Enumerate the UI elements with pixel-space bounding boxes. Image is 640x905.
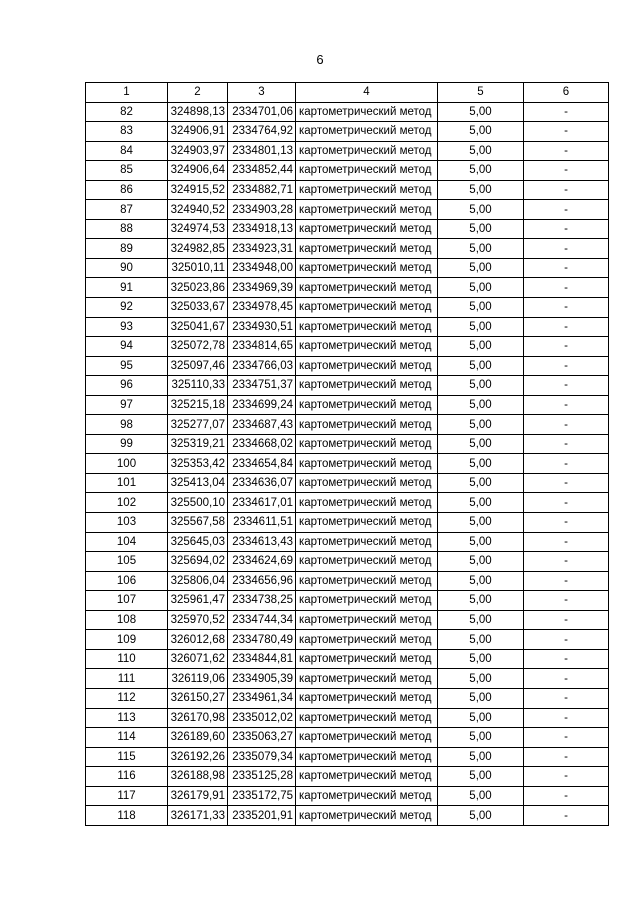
cell-point-number: 101: [86, 473, 168, 493]
cell-y-coordinate: 2334751,37: [228, 376, 296, 396]
table-row: [86, 591, 609, 611]
cell-y-coordinate: 2334780,49: [228, 630, 296, 650]
cell-accuracy: 5,00: [438, 122, 524, 142]
cell-accuracy: 5,00: [438, 747, 524, 767]
cell-note: -: [524, 395, 609, 415]
cell-x-coordinate: 325277,07: [168, 415, 228, 435]
cell-point-number: 98: [86, 415, 168, 435]
cell-note: -: [524, 454, 609, 474]
cell-note: -: [524, 688, 609, 708]
column-header: 3: [228, 83, 296, 103]
table-row: [86, 278, 609, 298]
cell-method: картометрический метод: [296, 649, 438, 669]
cell-accuracy: 5,00: [438, 180, 524, 200]
cell-method: картометрический метод: [296, 434, 438, 454]
cell-y-coordinate: 2334918,13: [228, 219, 296, 239]
cell-point-number: 86: [86, 180, 168, 200]
table-row: [86, 493, 609, 513]
column-header: 6: [524, 83, 609, 103]
cell-method: картометрический метод: [296, 141, 438, 161]
cell-note: -: [524, 649, 609, 669]
cell-note: -: [524, 376, 609, 396]
cell-x-coordinate: 324982,85: [168, 239, 228, 259]
cell-point-number: 117: [86, 786, 168, 806]
cell-y-coordinate: 2334624,69: [228, 552, 296, 572]
cell-point-number: 112: [86, 688, 168, 708]
cell-y-coordinate: 2334687,43: [228, 415, 296, 435]
table-row: [86, 473, 609, 493]
table-row: [86, 728, 609, 748]
cell-accuracy: 5,00: [438, 239, 524, 259]
cell-x-coordinate: 324974,53: [168, 219, 228, 239]
cell-accuracy: 5,00: [438, 786, 524, 806]
cell-accuracy: 5,00: [438, 317, 524, 337]
cell-point-number: 108: [86, 610, 168, 630]
cell-point-number: 103: [86, 513, 168, 533]
cell-y-coordinate: 2334613,43: [228, 532, 296, 552]
cell-x-coordinate: 325110,33: [168, 376, 228, 396]
cell-y-coordinate: 2334654,84: [228, 454, 296, 474]
cell-method: картометрический метод: [296, 571, 438, 591]
cell-method: картометрический метод: [296, 180, 438, 200]
cell-note: -: [524, 258, 609, 278]
cell-y-coordinate: 2334699,24: [228, 395, 296, 415]
cell-x-coordinate: 325023,86: [168, 278, 228, 298]
cell-accuracy: 5,00: [438, 552, 524, 572]
cell-note: -: [524, 180, 609, 200]
cell-note: -: [524, 630, 609, 650]
cell-note: -: [524, 728, 609, 748]
cell-point-number: 90: [86, 258, 168, 278]
table-row: [86, 806, 609, 826]
cell-method: картометрический метод: [296, 298, 438, 318]
cell-y-coordinate: 2335172,75: [228, 786, 296, 806]
cell-y-coordinate: 2334930,51: [228, 317, 296, 337]
cell-point-number: 89: [86, 239, 168, 259]
cell-x-coordinate: 325097,46: [168, 356, 228, 376]
cell-method: картометрический метод: [296, 786, 438, 806]
cell-y-coordinate: 2334656,96: [228, 571, 296, 591]
cell-method: картометрический метод: [296, 669, 438, 689]
cell-point-number: 104: [86, 532, 168, 552]
cell-point-number: 88: [86, 219, 168, 239]
cell-x-coordinate: 324898,13: [168, 102, 228, 122]
cell-method: картометрический метод: [296, 102, 438, 122]
cell-method: картометрический метод: [296, 278, 438, 298]
cell-method: картометрический метод: [296, 200, 438, 220]
cell-note: -: [524, 219, 609, 239]
cell-note: -: [524, 767, 609, 787]
cell-point-number: 116: [86, 767, 168, 787]
cell-accuracy: 5,00: [438, 298, 524, 318]
cell-y-coordinate: 2334961,34: [228, 688, 296, 708]
cell-method: картометрический метод: [296, 161, 438, 181]
cell-x-coordinate: 325961,47: [168, 591, 228, 611]
cell-accuracy: 5,00: [438, 649, 524, 669]
cell-y-coordinate: 2335201,91: [228, 806, 296, 826]
table-row: [86, 337, 609, 357]
cell-accuracy: 5,00: [438, 395, 524, 415]
cell-y-coordinate: 2335079,34: [228, 747, 296, 767]
table-row: [86, 688, 609, 708]
cell-method: картометрический метод: [296, 395, 438, 415]
cell-x-coordinate: 326188,98: [168, 767, 228, 787]
cell-point-number: 82: [86, 102, 168, 122]
cell-accuracy: 5,00: [438, 708, 524, 728]
cell-point-number: 99: [86, 434, 168, 454]
cell-method: картометрический метод: [296, 493, 438, 513]
cell-note: -: [524, 610, 609, 630]
cell-y-coordinate: 2334852,44: [228, 161, 296, 181]
cell-accuracy: 5,00: [438, 141, 524, 161]
cell-note: -: [524, 278, 609, 298]
cell-x-coordinate: 326012,68: [168, 630, 228, 650]
cell-point-number: 118: [86, 806, 168, 826]
cell-y-coordinate: 2334903,28: [228, 200, 296, 220]
cell-y-coordinate: 2334766,03: [228, 356, 296, 376]
cell-y-coordinate: 2334738,25: [228, 591, 296, 611]
cell-note: -: [524, 473, 609, 493]
cell-method: картометрический метод: [296, 337, 438, 357]
cell-accuracy: 5,00: [438, 688, 524, 708]
cell-y-coordinate: 2334764,92: [228, 122, 296, 142]
cell-accuracy: 5,00: [438, 473, 524, 493]
cell-method: картометрический метод: [296, 591, 438, 611]
cell-y-coordinate: 2334801,13: [228, 141, 296, 161]
cell-x-coordinate: 325694,02: [168, 552, 228, 572]
cell-note: -: [524, 239, 609, 259]
cell-note: -: [524, 552, 609, 572]
cell-point-number: 83: [86, 122, 168, 142]
cell-y-coordinate: 2334923,31: [228, 239, 296, 259]
cell-point-number: 91: [86, 278, 168, 298]
cell-method: картометрический метод: [296, 747, 438, 767]
cell-accuracy: 5,00: [438, 337, 524, 357]
cell-point-number: 94: [86, 337, 168, 357]
cell-point-number: 115: [86, 747, 168, 767]
cell-y-coordinate: 2334636,07: [228, 473, 296, 493]
cell-y-coordinate: 2334948,00: [228, 258, 296, 278]
cell-accuracy: 5,00: [438, 434, 524, 454]
cell-y-coordinate: 2334905,39: [228, 669, 296, 689]
cell-x-coordinate: 326179,91: [168, 786, 228, 806]
cell-x-coordinate: 324915,52: [168, 180, 228, 200]
cell-point-number: 95: [86, 356, 168, 376]
cell-point-number: 106: [86, 571, 168, 591]
cell-note: -: [524, 317, 609, 337]
cell-note: -: [524, 161, 609, 181]
cell-note: -: [524, 513, 609, 533]
cell-y-coordinate: 2334617,01: [228, 493, 296, 513]
cell-x-coordinate: 324906,91: [168, 122, 228, 142]
cell-point-number: 87: [86, 200, 168, 220]
cell-method: картометрический метод: [296, 219, 438, 239]
cell-x-coordinate: 325970,52: [168, 610, 228, 630]
cell-point-number: 105: [86, 552, 168, 572]
cell-accuracy: 5,00: [438, 728, 524, 748]
table-row: [86, 239, 609, 259]
cell-accuracy: 5,00: [438, 278, 524, 298]
cell-x-coordinate: 325806,04: [168, 571, 228, 591]
cell-accuracy: 5,00: [438, 513, 524, 533]
cell-point-number: 100: [86, 454, 168, 474]
cell-point-number: 93: [86, 317, 168, 337]
cell-method: картометрический метод: [296, 454, 438, 474]
cell-x-coordinate: 325072,78: [168, 337, 228, 357]
table-row: [86, 513, 609, 533]
table-row: [86, 630, 609, 650]
cell-note: -: [524, 708, 609, 728]
table-row: [86, 708, 609, 728]
cell-method: картометрический метод: [296, 415, 438, 435]
cell-method: картометрический метод: [296, 258, 438, 278]
cell-accuracy: 5,00: [438, 258, 524, 278]
cell-x-coordinate: 325645,03: [168, 532, 228, 552]
cell-x-coordinate: 325567,58: [168, 513, 228, 533]
cell-y-coordinate: 2334744,34: [228, 610, 296, 630]
cell-accuracy: 5,00: [438, 200, 524, 220]
cell-x-coordinate: 325500,10: [168, 493, 228, 513]
cell-point-number: 84: [86, 141, 168, 161]
page-number: 6: [316, 52, 324, 67]
table-row: [86, 141, 609, 161]
cell-accuracy: 5,00: [438, 415, 524, 435]
cell-accuracy: 5,00: [438, 610, 524, 630]
cell-point-number: 107: [86, 591, 168, 611]
cell-x-coordinate: 325041,67: [168, 317, 228, 337]
column-header: 1: [86, 83, 168, 103]
cell-method: картометрический метод: [296, 317, 438, 337]
cell-method: картометрический метод: [296, 122, 438, 142]
table-body: [86, 102, 609, 825]
cell-x-coordinate: 325353,42: [168, 454, 228, 474]
table-row: [86, 434, 609, 454]
cell-accuracy: 5,00: [438, 669, 524, 689]
table-row: [86, 610, 609, 630]
cell-x-coordinate: 326171,33: [168, 806, 228, 826]
cell-x-coordinate: 326170,98: [168, 708, 228, 728]
table-row: [86, 532, 609, 552]
table-row: [86, 219, 609, 239]
cell-y-coordinate: 2334701,06: [228, 102, 296, 122]
cell-accuracy: 5,00: [438, 161, 524, 181]
table-row: [86, 552, 609, 572]
table-row: [86, 747, 609, 767]
cell-point-number: 114: [86, 728, 168, 748]
table-row: [86, 356, 609, 376]
table-row: [86, 376, 609, 396]
cell-note: -: [524, 415, 609, 435]
column-header: 2: [168, 83, 228, 103]
cell-method: картометрический метод: [296, 376, 438, 396]
cell-method: картометрический метод: [296, 630, 438, 650]
cell-note: -: [524, 200, 609, 220]
table-row: [86, 571, 609, 591]
cell-method: картометрический метод: [296, 356, 438, 376]
cell-note: -: [524, 122, 609, 142]
cell-point-number: 96: [86, 376, 168, 396]
cell-x-coordinate: 325413,04: [168, 473, 228, 493]
cell-x-coordinate: 324906,64: [168, 161, 228, 181]
cell-x-coordinate: 325319,21: [168, 434, 228, 454]
cell-x-coordinate: 326119,06: [168, 669, 228, 689]
cell-x-coordinate: 326071,62: [168, 649, 228, 669]
cell-note: -: [524, 356, 609, 376]
cell-y-coordinate: 2334814,65: [228, 337, 296, 357]
cell-accuracy: 5,00: [438, 102, 524, 122]
table-row: [86, 415, 609, 435]
cell-method: картометрический метод: [296, 610, 438, 630]
table-row: [86, 122, 609, 142]
cell-y-coordinate: 2335125,28: [228, 767, 296, 787]
table-row: [86, 200, 609, 220]
cell-y-coordinate: 2334978,45: [228, 298, 296, 318]
table-row: [86, 180, 609, 200]
cell-note: -: [524, 102, 609, 122]
cell-note: -: [524, 591, 609, 611]
cell-accuracy: 5,00: [438, 356, 524, 376]
cell-method: картометрический метод: [296, 708, 438, 728]
cell-method: картометрический метод: [296, 513, 438, 533]
cell-note: -: [524, 337, 609, 357]
cell-note: -: [524, 786, 609, 806]
column-header: 4: [296, 83, 438, 103]
cell-x-coordinate: 326192,26: [168, 747, 228, 767]
cell-note: -: [524, 571, 609, 591]
cell-accuracy: 5,00: [438, 219, 524, 239]
cell-accuracy: 5,00: [438, 630, 524, 650]
cell-accuracy: 5,00: [438, 454, 524, 474]
cell-accuracy: 5,00: [438, 806, 524, 826]
cell-point-number: 85: [86, 161, 168, 181]
cell-x-coordinate: 325215,18: [168, 395, 228, 415]
cell-note: -: [524, 806, 609, 826]
cell-y-coordinate: 2334969,39: [228, 278, 296, 298]
cell-note: -: [524, 747, 609, 767]
cell-point-number: 97: [86, 395, 168, 415]
cell-method: картометрический метод: [296, 532, 438, 552]
cell-x-coordinate: 325010,11: [168, 258, 228, 278]
column-header: 5: [438, 83, 524, 103]
cell-x-coordinate: 326189,60: [168, 728, 228, 748]
cell-accuracy: 5,00: [438, 767, 524, 787]
table-row: [86, 454, 609, 474]
cell-x-coordinate: 325033,67: [168, 298, 228, 318]
cell-y-coordinate: 2334668,02: [228, 434, 296, 454]
table-row: [86, 786, 609, 806]
table-row: [86, 258, 609, 278]
cell-accuracy: 5,00: [438, 591, 524, 611]
cell-note: -: [524, 493, 609, 513]
table-row: [86, 317, 609, 337]
cell-y-coordinate: 2335012,02: [228, 708, 296, 728]
coordinates-table: [85, 82, 609, 826]
cell-y-coordinate: 2334611,51: [228, 513, 296, 533]
cell-y-coordinate: 2335063,27: [228, 728, 296, 748]
cell-method: картометрический метод: [296, 688, 438, 708]
table-row: [86, 767, 609, 787]
table-row: [86, 395, 609, 415]
cell-point-number: 110: [86, 649, 168, 669]
cell-point-number: 109: [86, 630, 168, 650]
cell-note: -: [524, 141, 609, 161]
cell-y-coordinate: 2334882,71: [228, 180, 296, 200]
table-row: [86, 102, 609, 122]
cell-point-number: 113: [86, 708, 168, 728]
cell-method: картометрический метод: [296, 552, 438, 572]
cell-x-coordinate: 326150,27: [168, 688, 228, 708]
cell-x-coordinate: 324903,97: [168, 141, 228, 161]
cell-note: -: [524, 298, 609, 318]
cell-method: картометрический метод: [296, 239, 438, 259]
table-header-row: [86, 83, 609, 103]
cell-accuracy: 5,00: [438, 493, 524, 513]
table-row: [86, 649, 609, 669]
cell-note: -: [524, 434, 609, 454]
cell-y-coordinate: 2334844,81: [228, 649, 296, 669]
cell-method: картометрический метод: [296, 806, 438, 826]
cell-note: -: [524, 669, 609, 689]
cell-point-number: 111: [86, 669, 168, 689]
cell-accuracy: 5,00: [438, 571, 524, 591]
cell-method: картометрический метод: [296, 767, 438, 787]
cell-point-number: 92: [86, 298, 168, 318]
cell-point-number: 102: [86, 493, 168, 513]
cell-accuracy: 5,00: [438, 376, 524, 396]
cell-note: -: [524, 532, 609, 552]
cell-method: картометрический метод: [296, 728, 438, 748]
cell-method: картометрический метод: [296, 473, 438, 493]
table-row: [86, 161, 609, 181]
table-row: [86, 298, 609, 318]
cell-x-coordinate: 324940,52: [168, 200, 228, 220]
cell-accuracy: 5,00: [438, 532, 524, 552]
table-row: [86, 669, 609, 689]
